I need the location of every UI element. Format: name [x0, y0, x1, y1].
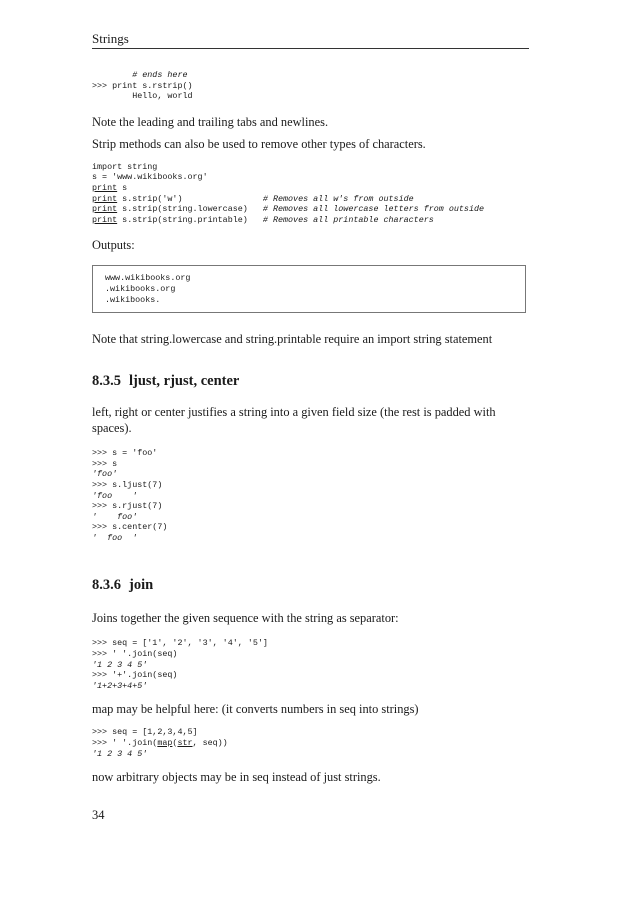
code-line: 'foo': [92, 469, 118, 480]
section-number: 8.3.6: [92, 577, 121, 594]
keyword-str: str: [177, 738, 193, 749]
code-line: ' foo ': [92, 532, 138, 543]
section-heading-ljust: [92, 373, 532, 390]
code-line: '1 2 3 4 5': [92, 659, 148, 670]
code-text: s.strip('w'): [117, 193, 263, 204]
code-comment: # Removes all printable characters: [262, 214, 434, 225]
code-line: ' foo': [92, 511, 138, 522]
paragraph-outputs: Outputs:: [92, 238, 135, 253]
keyword-print: print: [92, 182, 118, 193]
paragraph-note-trailing: Note the leading and trailing tabs and newlines.: [92, 114, 329, 129]
code-line: import string: [92, 161, 158, 172]
code-line: >>> s = 'foo': [92, 448, 158, 459]
paragraph-join: Joins together the given sequence with the string as separator:: [92, 611, 399, 626]
code-line: >>> '+'.join(seq): [92, 670, 178, 681]
code-line: '1 2 3 4 5': [92, 748, 148, 759]
page-content: [92, 70, 532, 785]
paragraph-ljust: left, right or center justifies a string into a given field size (the rest is padded with spaces).: [92, 405, 496, 436]
code-line: [92, 738, 532, 749]
code-text: s.strip(string.lowercase): [117, 204, 263, 215]
code-line: >>> s: [92, 458, 118, 469]
code-block-strip: [92, 162, 532, 226]
code-text: s.strip(string.printable): [117, 214, 263, 225]
code-line: s = 'www.wikibooks.org': [92, 172, 208, 183]
keyword-map: map: [157, 738, 173, 749]
paragraph-strip-methods: Strip methods can also be used to remove other types of characters.: [92, 136, 426, 151]
code-line: # ends here: [92, 70, 188, 80]
code-block-map: [92, 727, 532, 759]
section-number: 8.3.5: [92, 373, 121, 390]
code-comment: # Removes all w's from outside: [262, 193, 414, 204]
keyword-print: print: [92, 214, 118, 225]
code-line: '1+2+3+4+5': [92, 680, 148, 691]
header-rule: [92, 48, 529, 49]
code-line: >>> s.ljust(7): [92, 479, 163, 490]
paragraph-map: map may be helpful here: (it converts numbers in seq into strings): [92, 702, 419, 717]
page-number: 34: [92, 808, 105, 822]
code-line: [92, 215, 532, 226]
code-line: >>> ' '.join(seq): [92, 649, 178, 660]
section-heading-join: [92, 577, 532, 594]
code-line: 'foo ': [92, 490, 138, 501]
code-line: >>> s.rjust(7): [92, 501, 163, 512]
code-line: >>> seq = ['1', '2', '3', '4', '5']: [92, 638, 268, 649]
paragraph-note-import: Note that string.lowercase and string.printable require an import string statement: [92, 332, 493, 347]
code-line: >>> seq = [1,2,3,4,5]: [92, 727, 198, 738]
code-block-rstrip: [92, 70, 532, 102]
code-block-ljust: [92, 448, 532, 543]
section-title: ljust, rjust, center: [129, 373, 240, 390]
code-text: s: [117, 182, 128, 193]
code-text: (: [172, 738, 178, 749]
running-header-title: Strings: [92, 31, 129, 46]
code-line: >>> print s.rstrip(): [92, 80, 193, 91]
code-line: >>> s.center(7): [92, 522, 168, 533]
code-line: Hello, world: [92, 91, 193, 102]
output-box: [92, 265, 526, 313]
keyword-print: print: [92, 204, 118, 215]
keyword-print: print: [92, 193, 118, 204]
paragraph-arbitrary: now arbitrary objects may be in seq instead of just strings.: [92, 770, 381, 785]
output-line: .wikibooks.org: [105, 283, 176, 294]
code-comment: # Removes all lowercase letters from outside: [262, 204, 485, 215]
code-line: [92, 194, 532, 205]
output-line: .wikibooks.: [105, 294, 161, 305]
code-text: , seq)): [192, 738, 228, 749]
section-title: join: [129, 577, 154, 594]
output-line: www.wikibooks.org: [105, 273, 191, 284]
code-block-join: [92, 638, 532, 691]
output-code: [105, 273, 525, 305]
code-text: >>> ' '.join(: [92, 738, 158, 749]
code-line: [92, 204, 532, 215]
code-line: [92, 183, 532, 194]
